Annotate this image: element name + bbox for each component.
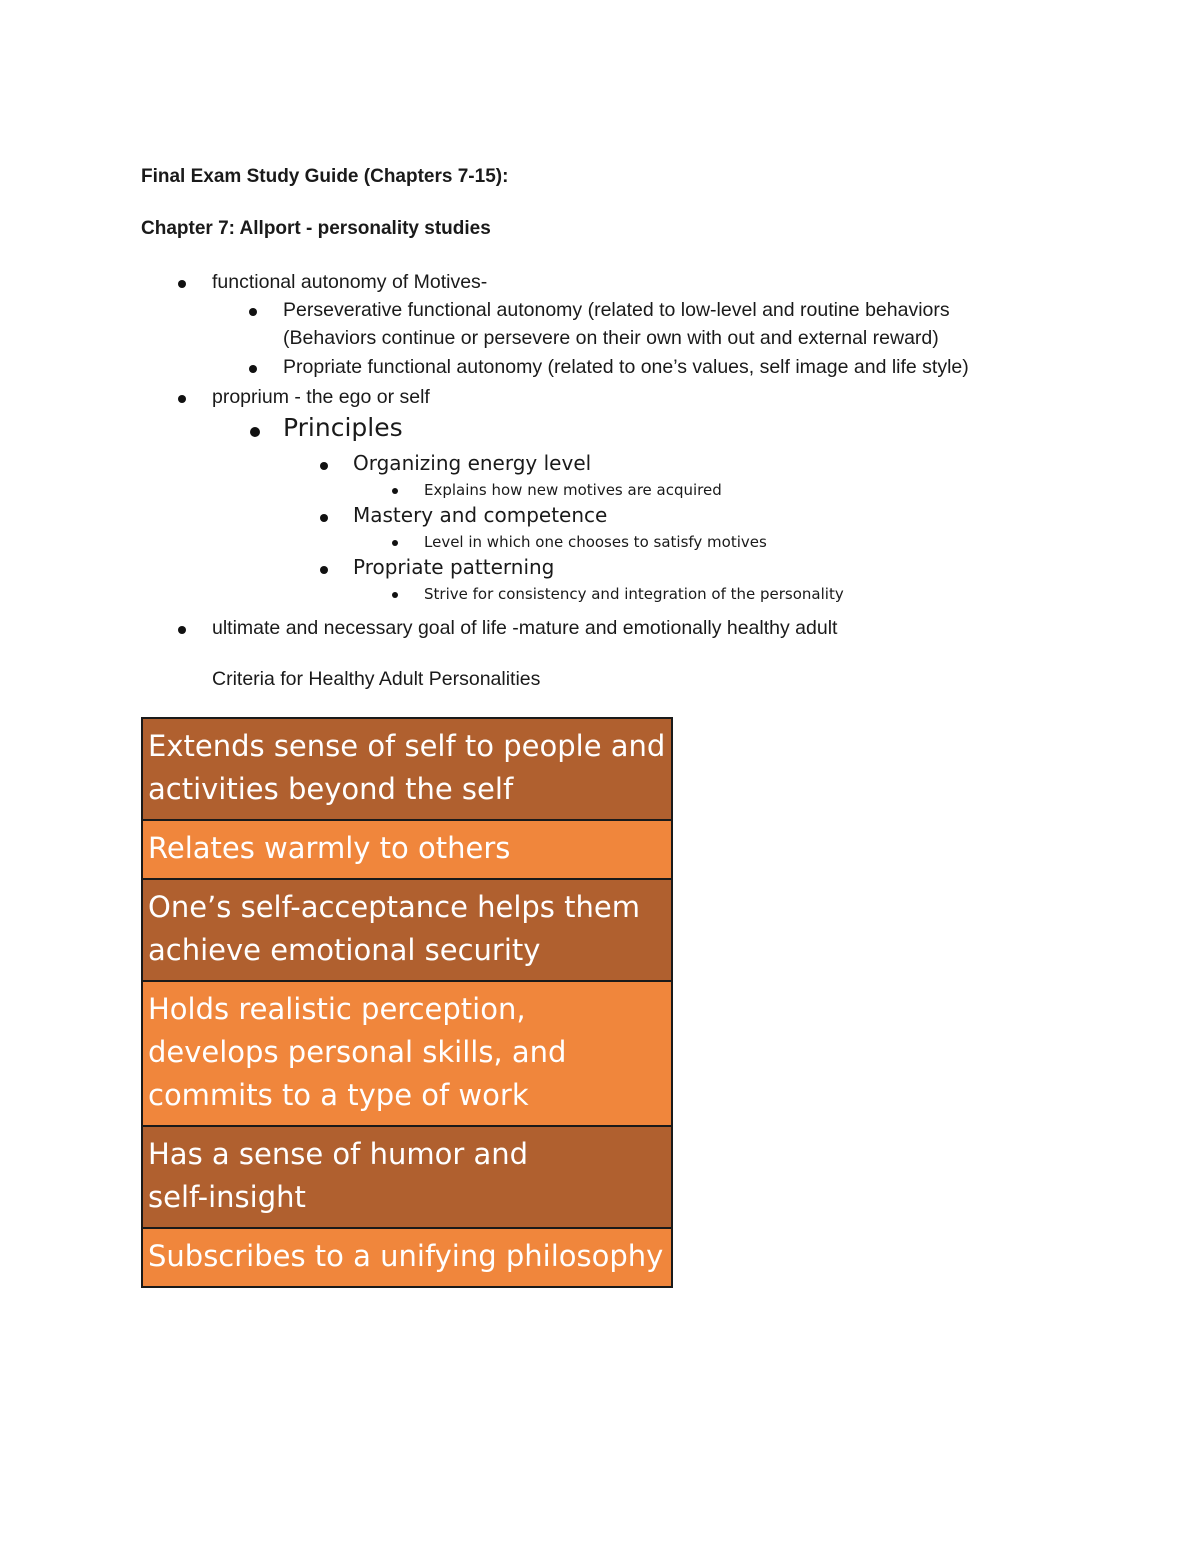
- table-cell: Subscribes to a unifying philosophy: [142, 1228, 672, 1287]
- table-row: [142, 718, 672, 820]
- bullet-icon: [178, 280, 186, 288]
- list-item-propriate-patterning: Propriate patterning: [353, 555, 555, 579]
- bullet-icon: [178, 626, 186, 634]
- table-cell: Relates warmly to others: [142, 820, 672, 879]
- bullet-icon: [178, 395, 186, 403]
- document-title: Final Exam Study Guide (Chapters 7-15):: [141, 166, 509, 187]
- bullet-icon: [249, 308, 257, 316]
- table-cell: Extends sense of self to people and activities beyond the self: [142, 718, 672, 820]
- list-item-proprium: proprium - the ego or self: [212, 386, 430, 408]
- bullet-icon: [392, 488, 398, 494]
- list-item-perseverative: Perseverative functional autonomy (related to low-level and routine behaviors: [283, 299, 950, 321]
- list-item-functional-autonomy: functional autonomy of Motives-: [212, 271, 488, 293]
- table-cell: One’s self-acceptance helps them achieve emotional security: [142, 879, 672, 981]
- bullet-icon: [249, 365, 257, 373]
- criteria-label: Criteria for Healthy Adult Personalities: [212, 668, 541, 690]
- bullet-icon: [320, 462, 328, 470]
- bullet-icon: [320, 514, 328, 522]
- table-row: [142, 879, 672, 981]
- list-item-mastery-detail: Level in which one chooses to satisfy motives: [424, 533, 767, 551]
- list-item-mastery: Mastery and competence: [353, 503, 608, 527]
- bullet-icon: [392, 540, 398, 546]
- principles-heading: Principles: [283, 413, 403, 442]
- table-row: [142, 1126, 672, 1228]
- criteria-table: [141, 717, 673, 1288]
- bullet-icon: [250, 427, 260, 437]
- list-item-propriate-patterning-detail: Strive for consistency and integration of the personality: [424, 585, 844, 603]
- table-cell: Has a sense of humor and self-insight: [142, 1126, 672, 1228]
- list-item-perseverative-continued: (Behaviors continue or persevere on their own with out and external reward): [283, 327, 939, 349]
- list-item-propriate-functional: Propriate functional autonomy (related to one’s values, self image and life style): [283, 356, 969, 378]
- table-cell: Holds realistic perception, develops personal skills, and commits to a type of work: [142, 981, 672, 1126]
- chapter-heading: Chapter 7: Allport - personality studies: [141, 218, 491, 239]
- list-item-organizing-detail: Explains how new motives are acquired: [424, 481, 722, 499]
- list-item-ultimate-goal: ultimate and necessary goal of life -mature and emotionally healthy adult: [212, 617, 838, 639]
- bullet-icon: [392, 592, 398, 598]
- table-row: [142, 1228, 672, 1287]
- bullet-icon: [320, 566, 328, 574]
- table-row: [142, 981, 672, 1126]
- list-item-organizing: Organizing energy level: [353, 451, 592, 475]
- table-row: [142, 820, 672, 879]
